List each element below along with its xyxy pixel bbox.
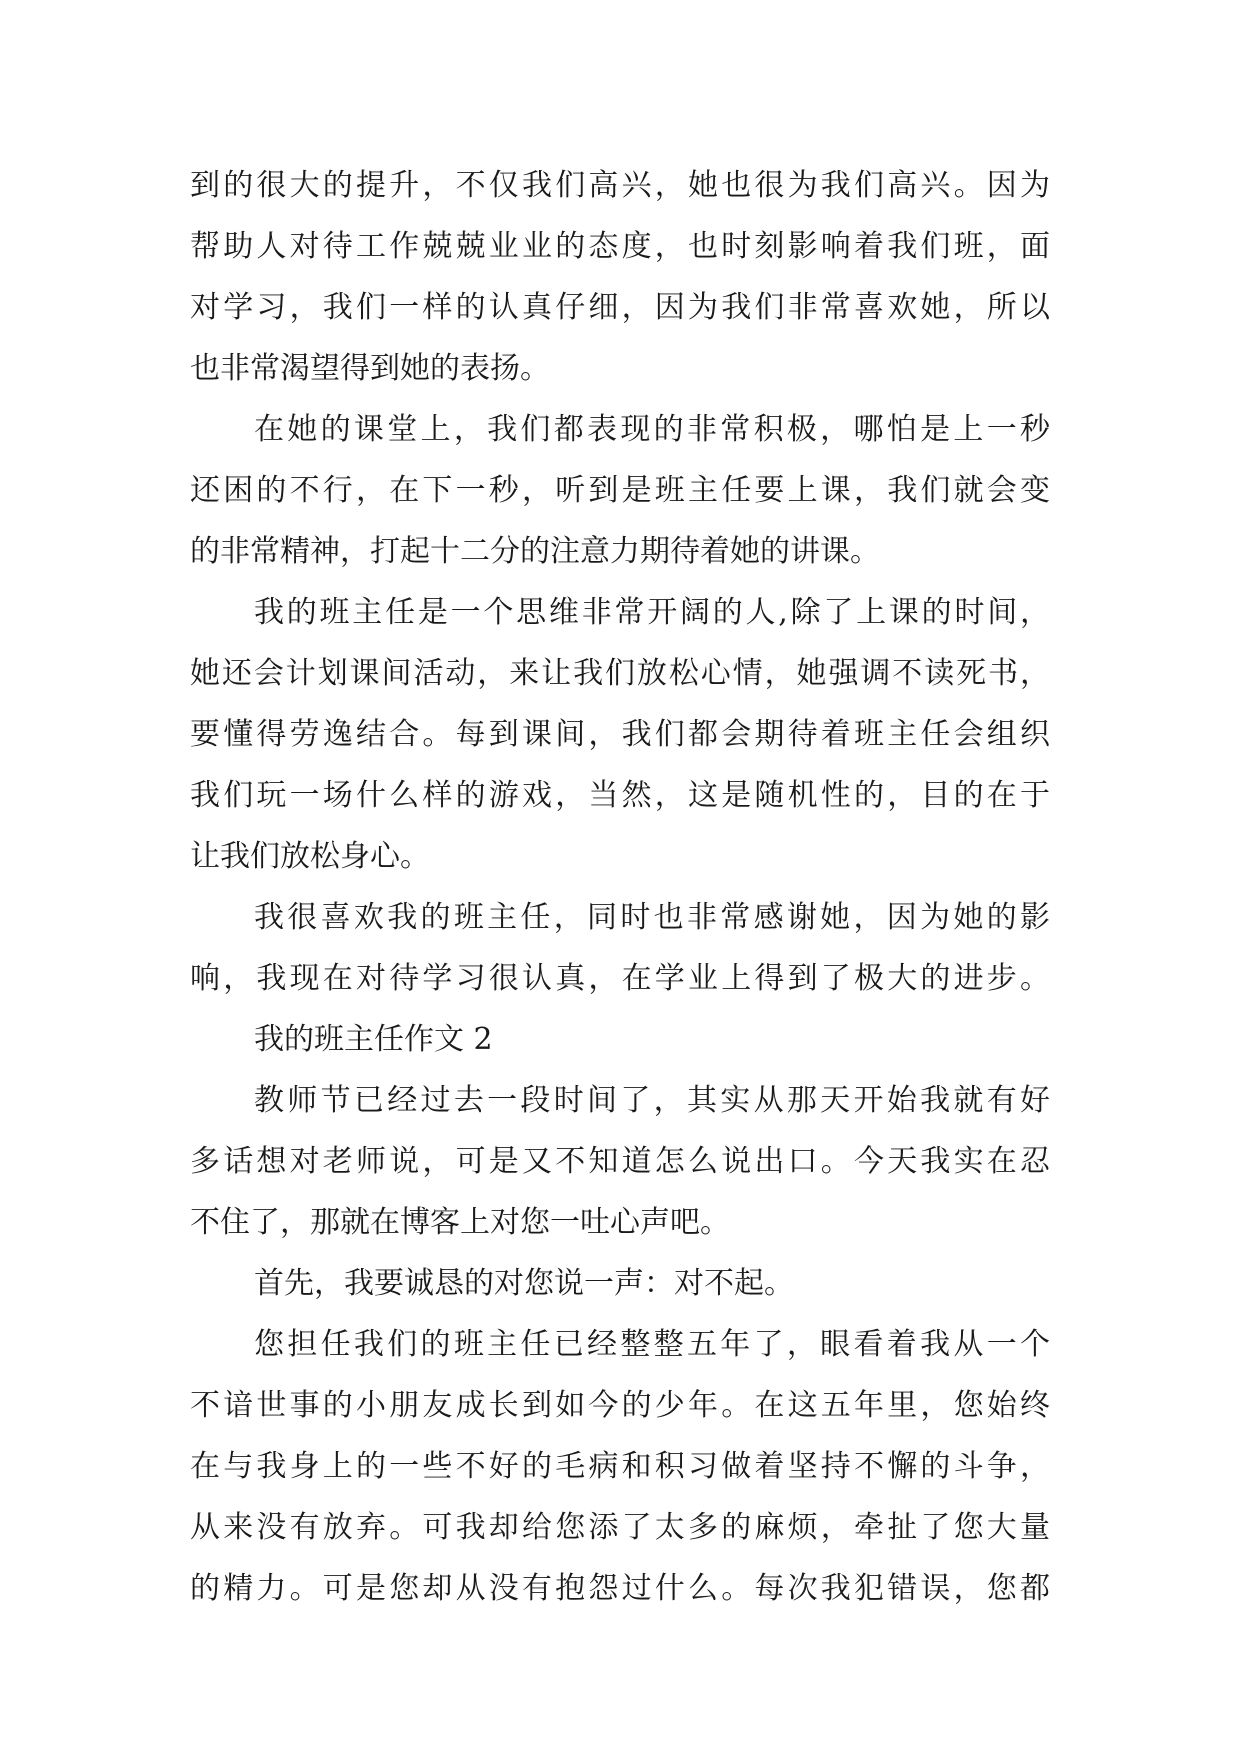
text-line: 要懂得劳逸结合。每到课间，我们都会期待着班主任会组织 [190,717,1050,752]
text-line: 到的很大的提升，不仅我们高兴，她也很为我们高兴。因为 [190,168,1050,203]
paragraph-start-line: 您担任我们的班主任已经整整五年了，眼看着我从一个 [254,1327,1050,1362]
paragraph-start-line: 教师节已经过去一段时间了，其实从那天开始我就有好 [254,1083,1050,1118]
text-line: 让我们放松身心。 [190,839,430,874]
paragraph-start-line: 在她的课堂上，我们都表现的非常积极，哪怕是上一秒 [254,412,1050,447]
paragraph-start-line: 首先，我要诚恳的对您说一声：对不起。 [254,1266,794,1301]
text-line: 多话想对老师说，可是又不知道怎么说出口。今天我实在忍 [190,1144,1050,1179]
text-line: 响，我现在对待学习很认真，在学业上得到了极大的进步。 [190,961,1050,996]
text-line: 对学习，我们一样的认真仔细，因为我们非常喜欢她，所以 [190,290,1050,325]
text-line: 还困的不行，在下一秒，听到是班主任要上课，我们就会变 [190,473,1050,508]
text-line: 的非常精神，打起十二分的注意力期待着她的讲课。 [190,534,880,569]
text-line: 我们玩一场什么样的游戏，当然，这是随机性的，目的在于 [190,778,1050,813]
text-line: 从来没有放弃。可我却给您添了太多的麻烦，牵扯了您大量 [190,1510,1050,1545]
text-line: 她还会计划课间活动，来让我们放松心情，她强调不读死书， [190,656,1050,691]
text-line: 不谙世事的小朋友成长到如今的少年。在这五年里，您始终 [190,1388,1050,1423]
text-line: 帮助人对待工作兢兢业业的态度，也时刻影响着我们班，面 [190,229,1050,264]
text-line: 在与我身上的一些不好的毛病和积习做着坚持不懈的斗争， [190,1449,1050,1484]
document-body [190,155,1050,1619]
text-line: 也非常渴望得到她的表扬。 [190,351,550,386]
text-line: 的精力。可是您却从没有抱怨过什么。每次我犯错误，您都 [190,1571,1050,1606]
paragraph-start-line: 我的班主任是一个思维非常开阔的人,除了上课的时间， [254,595,1050,630]
text-line: 不住了，那就在博客上对您一吐心声吧。 [190,1205,730,1240]
section-heading: 我的班主任作文 2 [254,1022,493,1057]
paragraph-start-line: 我很喜欢我的班主任，同时也非常感谢她，因为她的影 [254,900,1050,935]
